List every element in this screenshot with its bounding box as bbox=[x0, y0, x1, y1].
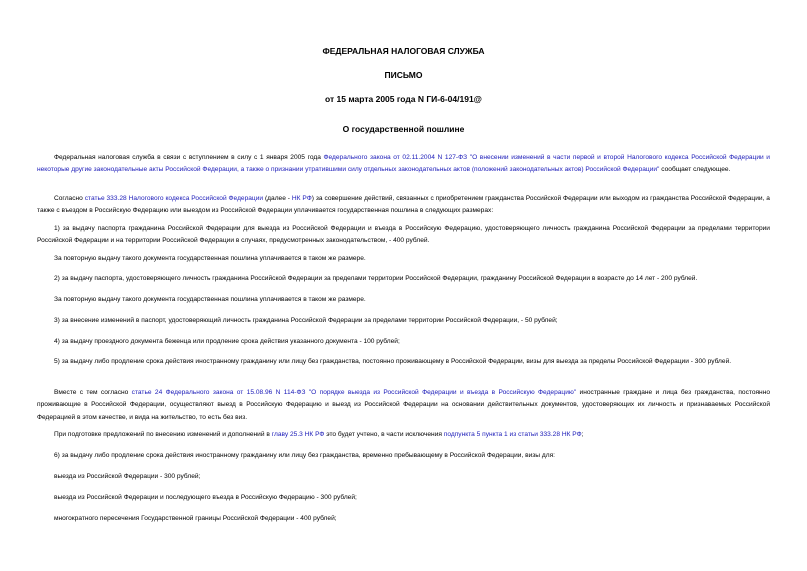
paragraph-amendments bbox=[37, 429, 770, 441]
paragraph-exit-entry-visa bbox=[37, 492, 770, 504]
text-run: За повторную выдачу такого документа государственная пошлина уплачивается в таком же размере. bbox=[54, 255, 366, 262]
text-run: ; bbox=[581, 431, 584, 438]
text-run: (далее - bbox=[263, 195, 292, 202]
agency-title: ФЕДЕРАЛЬНАЯ НАЛОГОВАЯ СЛУЖБА bbox=[322, 46, 485, 56]
document-subject: О государственной пошлине bbox=[342, 124, 465, 134]
text-run: 6) за выдачу либо продление срока действия иностранному гражданину или лицу без гражданства, временно пребывающему в Российской Федерации, визы для: bbox=[54, 452, 555, 459]
text-run: иностранные граждане и лица без гражданства, постоянно проживающие в Российской Федерации, осуществляют выезд в Российскую Федерацию и выезд из Российской Федерации на основании действительных документов, удостоверяющих их личность и признаваемых Российской Федерацией в этом качестве, и вида на жительство, то есть без виз. bbox=[37, 389, 771, 421]
text-run: Вместе с тем согласно bbox=[54, 389, 132, 396]
link-federal-law-127[interactable]: Федерального закона от 02.11.2004 N 127-ФЗ "О внесении изменений в части первой и второй Налогового кодекса Российской Федерации и некоторые другие законодательные акты Российской Федерации, а также о признании утратившими силу отдельных законодательных актов (положений законодательных актов) Российской Федерации" bbox=[37, 154, 770, 174]
text-run: За повторную выдачу такого документа государственная пошлина уплачивается в таком же размере. bbox=[54, 296, 366, 303]
paragraph-article-24 bbox=[37, 387, 770, 424]
text-run: При подготовке предложений по внесению изменений и дополнений в bbox=[54, 431, 272, 438]
link-article-333-28[interactable]: статье 333.28 Налогового кодекса Российской Федерации bbox=[84, 195, 264, 202]
text-run: 3) за внесение изменений в паспорт, удостоверяющий личность гражданина Российской Федерации за пределами территории Российской Федерации, - 50 рублей; bbox=[54, 317, 558, 324]
link-chapter-25-3[interactable]: главу 25.3 НК РФ bbox=[271, 431, 325, 438]
paragraph-item-3 bbox=[37, 315, 770, 327]
text-run: это будет учтено, в части исключения bbox=[324, 431, 444, 438]
paragraph-item-6 bbox=[37, 450, 770, 462]
text-run: 4) за выдачу проездного документа беженца или продление срока действия указанного документа - 100 рублей; bbox=[54, 338, 400, 345]
link-subparagraph-5[interactable]: подпункта 5 пункта 1 из статьи 333.28 НК РФ bbox=[443, 431, 582, 438]
text-run: выезда из Российской Федерации и последующего въезда в Российскую Федерацию - 300 рублей; bbox=[54, 494, 357, 501]
text-run: выезда из Российской Федерации - 300 рублей; bbox=[54, 473, 201, 480]
document-type: ПИСЬМО bbox=[384, 70, 423, 80]
link-federal-law-114[interactable]: статье 24 Федерального закона от 15.08.96 N 114-ФЗ "О порядке выезда из Российской Федерации и въезда в Российскую Федерацию" bbox=[131, 389, 577, 396]
paragraph-item-2 bbox=[37, 273, 770, 285]
link-nk-rf[interactable]: НК РФ bbox=[291, 195, 312, 202]
paragraph-intro bbox=[37, 152, 770, 177]
paragraph-repeat-2 bbox=[37, 294, 770, 306]
text-run: Федеральная налоговая служба в связи с вступлением в силу с 1 января 2005 года bbox=[54, 154, 324, 161]
text-run: многократного пересечения Государственной границы Российской Федерации - 400 рублей; bbox=[54, 515, 337, 522]
text-run: 1) за выдачу паспорта гражданина Российской Федерации для выезда из Российской Федерации и въезда в Российскую Федерацию, удостоверяющего личность гражданина Российской Федерации за пределами территории Российской Федерации и на территории Российской Федерации в случаях, предусмотренных законодательством, - 400 рублей. bbox=[37, 225, 770, 245]
document-date-number: от 15 марта 2005 года N ГИ-6-04/191@ bbox=[325, 94, 482, 104]
text-run: ) за совершение действий, связанных с приобретением гражданства Российской Федерации или выходом из гражданства Российской Федерации, а также с въездом в Российскую Федерацию или выездом из Российской Федерации уплачивается государственная пошлина в следующих размерах: bbox=[37, 195, 770, 215]
paragraph-item-1 bbox=[37, 223, 770, 248]
paragraph-multiple-entry-visa bbox=[37, 513, 770, 525]
text-run: сообщает следующее. bbox=[659, 166, 731, 174]
text-run: Согласно bbox=[54, 195, 85, 202]
text-run: 2) за выдачу паспорта, удостоверяющего личность гражданина Российской Федерации за пределами территории Российской Федерации, гражданину Российской Федерации в возрасте до 14 лет - 200 рублей. bbox=[54, 275, 698, 282]
text-run: 5) за выдачу либо продление срока действия иностранному гражданину или лицу без гражданства, постоянно проживающему в Российской Федерации, визы для выезда за пределы Российской Федерации - 300 рублей. bbox=[54, 358, 732, 365]
paragraph-item-4 bbox=[37, 336, 770, 348]
paragraph-article-333-28 bbox=[37, 193, 770, 218]
paragraph-repeat-1 bbox=[37, 253, 770, 265]
paragraph-exit-visa bbox=[37, 471, 770, 483]
paragraph-item-5 bbox=[37, 356, 770, 368]
